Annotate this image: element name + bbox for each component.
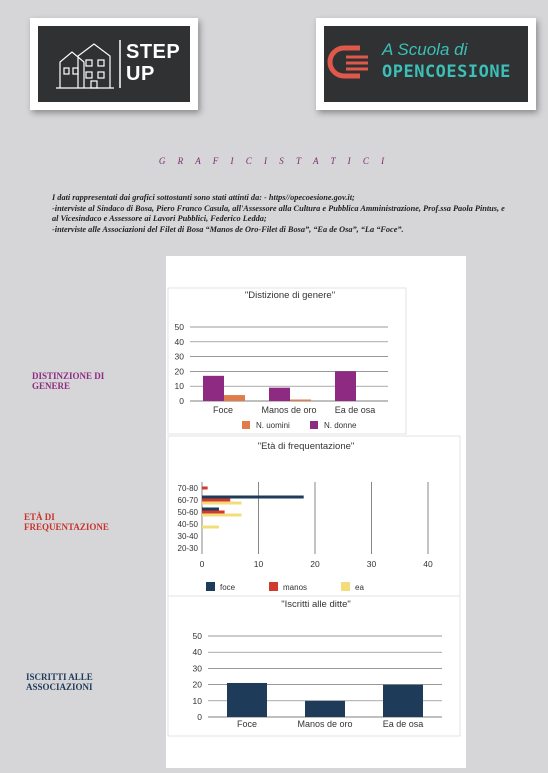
logo-opencoesione-text: OPENCOESIONE (382, 62, 511, 82)
genere-bar-uomini (224, 395, 245, 401)
intro-line-associations: -interviste alle Associazioni del Filet di Bosa “Manos de Oro-Filet di Bosa”, “Ea de Osa”, “La “Foce”. (52, 224, 404, 234)
iscritti-bar (383, 685, 423, 717)
genere-x-tick-label: Foce (212, 405, 234, 415)
opencoesione-logo (316, 18, 536, 110)
intro-line-interviews: -interviste al Sindaco di Bosa, Piero Franco Casula, all'Assessore alla Cultura e Pubblica Amministrazione, Prof.ssa Paola Pintus, e al Vicesindaco e Assessore ai Lavori Pubblici, Federico Ledda; (52, 203, 505, 223)
eta-x-tick-label: 0 (199, 559, 205, 569)
book-icon (324, 26, 384, 102)
logo-step-text: STEP (126, 41, 181, 63)
eta-bar-ea (202, 502, 242, 505)
eta-x-tick-label: 20 (310, 559, 320, 569)
iscritti-x-tick-label: Ea de osa (382, 719, 424, 729)
eta-bar-manos (202, 487, 208, 490)
genere-y-tick-label: 0 (179, 396, 184, 406)
intro-text (52, 193, 510, 235)
logo-scuola-text: A Scuola di (382, 40, 468, 59)
eta-bar-ea (202, 526, 219, 529)
iscritti-y-tick-label: 30 (192, 663, 202, 674)
genere-x-tick-label: Ea de osa (334, 405, 376, 415)
iscritti-y-tick-label: 10 (192, 695, 202, 706)
genere-y-tick-label: 20 (174, 366, 184, 377)
eta-bar-ea (202, 514, 242, 517)
chart-panel (166, 256, 466, 768)
eta-y-tick-label: 20-30 (177, 544, 198, 553)
eta-y-tick-label: 60-70 (177, 496, 198, 505)
section-heading: G R A F I C I S T A T I C I (158, 156, 390, 166)
eta-y-tick-label: 40-50 (177, 520, 198, 529)
genere-y-tick-label: 10 (174, 381, 184, 392)
eta-x-tick-label: 40 (423, 559, 433, 569)
iscritti-y-tick-label: 40 (192, 647, 202, 658)
iscritti-y-tick-label: 0 (197, 712, 202, 722)
genere-bar-uomini (290, 400, 311, 401)
genere-legend-swatch (242, 421, 250, 429)
iscritti-x-tick-label: Manos de oro (297, 719, 353, 729)
eta-legend-swatch (269, 582, 278, 591)
genere-y-tick-label: 30 (174, 351, 184, 362)
genere-bar-donne (269, 388, 290, 401)
iscritti-y-tick-label: 20 (192, 679, 202, 690)
eta-legend-label: foce (220, 583, 236, 592)
iscritti-bar (305, 701, 345, 717)
genere-y-tick-label: 40 (174, 336, 184, 347)
eta-bar-manos (202, 511, 225, 514)
eta-legend-swatch (206, 582, 215, 591)
eta-y-tick-label: 30-40 (177, 532, 198, 541)
genere-chart-title: "Distizione di genere" (244, 290, 336, 301)
eta-legend-swatch (341, 582, 350, 591)
iscritti-chart-title: "Iscritti alle ditte" (281, 599, 351, 610)
eta-chart-title: "Età di frequentazione" (257, 441, 355, 452)
iscritti-bar (227, 683, 267, 717)
genere-y-tick-label: 50 (174, 322, 184, 332)
eta-x-tick-label: 10 (253, 559, 264, 569)
genere-legend-label: N. uomini (256, 421, 290, 430)
eta-x-tick-label: 30 (366, 559, 377, 569)
genere-bar-donne (203, 376, 224, 401)
logo-up-text: UP (126, 63, 155, 85)
genere-legend-swatch (310, 421, 318, 429)
label-iscritti-associazioni: ISCRITTI ALLE ASSOCIAZIONI (26, 672, 93, 692)
iscritti-y-tick-label: 50 (192, 631, 202, 641)
eta-y-tick-label: 50-60 (177, 508, 198, 517)
step-up-logo (30, 18, 198, 110)
genere-x-tick-label: Manos de oro (261, 405, 317, 415)
eta-bar-foce (202, 496, 304, 499)
intro-line-sources: I dati rappresentati dai grafici sottostanti sono stati attinti da: - https//opecoesione.gov.it; (52, 193, 355, 202)
iscritti-x-tick-label: Foce (236, 719, 258, 729)
eta-legend-label: manos (283, 583, 308, 592)
genere-legend-label: N. donne (324, 421, 357, 430)
eta-bar-foce (202, 508, 219, 511)
house-icon (38, 26, 190, 102)
charts-svg (166, 256, 466, 768)
genere-bar-donne (335, 371, 356, 401)
label-eta-frequentazione: ETÀ DI FREQUENTAZIONE (24, 512, 109, 532)
label-distinzione-genere: DISTINZIONE DI GENERE (32, 371, 105, 391)
eta-legend-label: ea (355, 583, 364, 592)
eta-y-tick-label: 70-80 (177, 484, 198, 493)
eta-bar-manos (202, 499, 230, 502)
